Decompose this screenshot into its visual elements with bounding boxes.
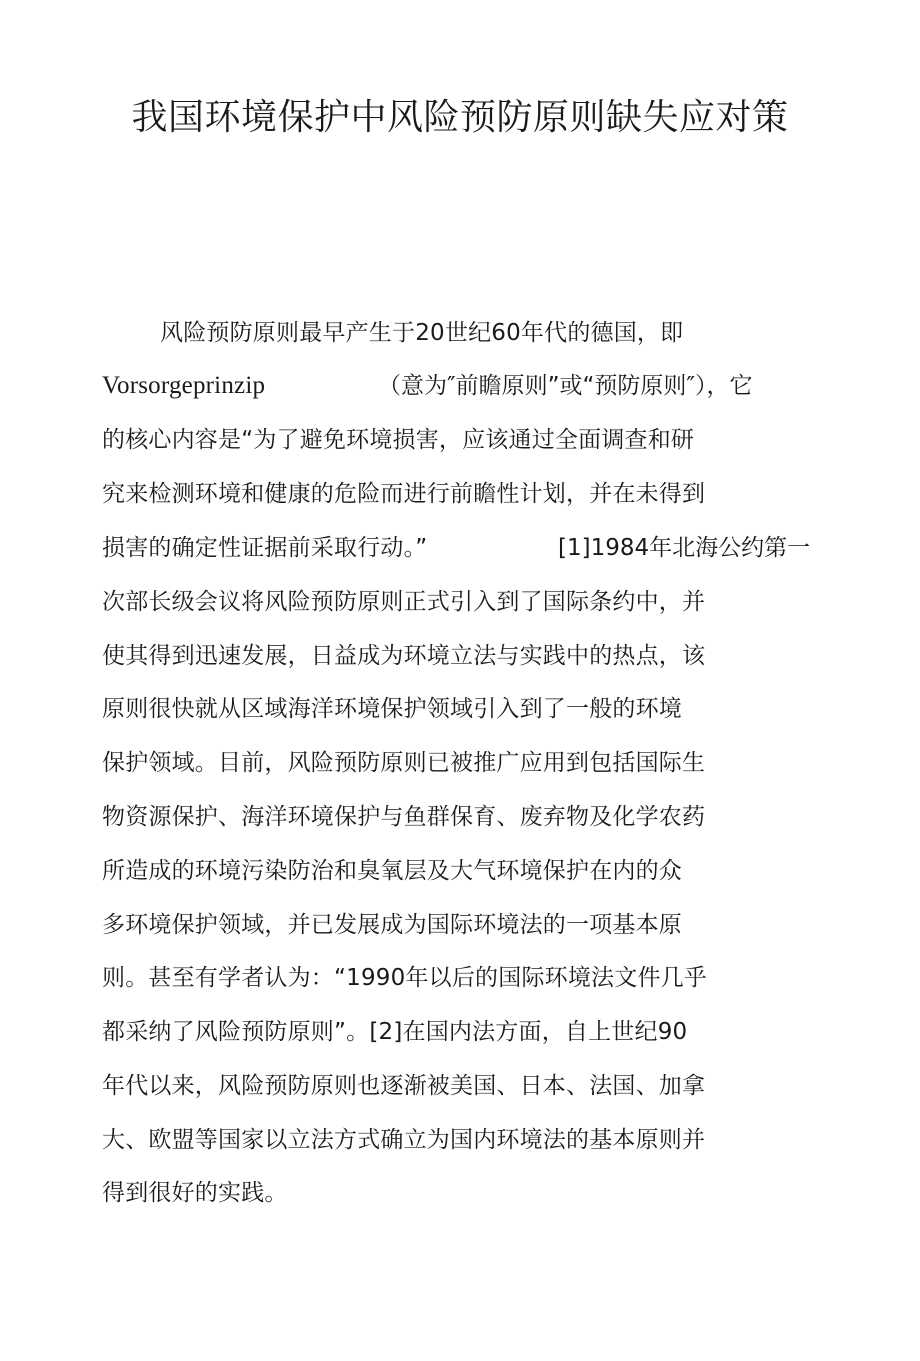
paragraph-line: 损害的确定性证据前采取行动。” [102, 535, 428, 561]
paragraph-line: 使其得到迅速发展，日益成为环境立法与实践中的热点，该 [102, 643, 706, 669]
paragraph-line: 原则很快就从区域海洋环境保护领域引入到了一般的环境 [102, 696, 682, 722]
paragraph-line: 次部长级会议将风险预防原则正式引入到了国际条约中，并 [102, 589, 706, 615]
paragraph-line: 物资源保护、海洋环境保护与鱼群保育、废弃物及化学农药 [102, 804, 706, 830]
page-title: 我国环境保护中风险预防原则缺失应对策 [131, 97, 789, 138]
paragraph-line: 年代以来，风险预防原则也逐渐被美国、日本、法国、加拿 [102, 1073, 706, 1099]
paragraph-line: 都采纳了风险预防原则”。[2]在国内法方面，自上世纪90 [102, 1019, 688, 1045]
paragraph-line: 则。甚至有学者认为：“1990年以后的国际环境法文件几乎 [102, 965, 708, 991]
paragraph-line: 究来检测环境和健康的危险而进行前瞻性计划，并在未得到 [102, 481, 706, 507]
paragraph-line: 保护领域。目前，风险预防原则已被推广应用到包括国际生 [102, 750, 706, 776]
paragraph-line: 风险预防原则最早产生于20世纪60年代的德国，即 [160, 320, 684, 346]
paragraph-line: 大、欧盟等国家以立法方式确立为国内环境法的基本原则并 [102, 1127, 706, 1153]
paragraph-line-continuation: （意为″前瞻原则”或“预防原则″），它 [378, 373, 753, 399]
paragraph-line-term: Vorsorgeprinzip [102, 372, 266, 399]
paragraph-line: 的核心内容是“为了避免环境损害，应该通过全面调查和研 [102, 427, 695, 453]
paragraph-line: 所造成的环境污染防治和臭氧层及大气环境保护在内的众 [102, 858, 682, 884]
paragraph-line: 得到很好的实践。 [102, 1180, 288, 1206]
citation-ref-1: [1]1984年北海公约第一 [558, 535, 811, 561]
paragraph-line: 多环境保护领域，并已发展成为国际环境法的一项基本原 [102, 912, 682, 938]
